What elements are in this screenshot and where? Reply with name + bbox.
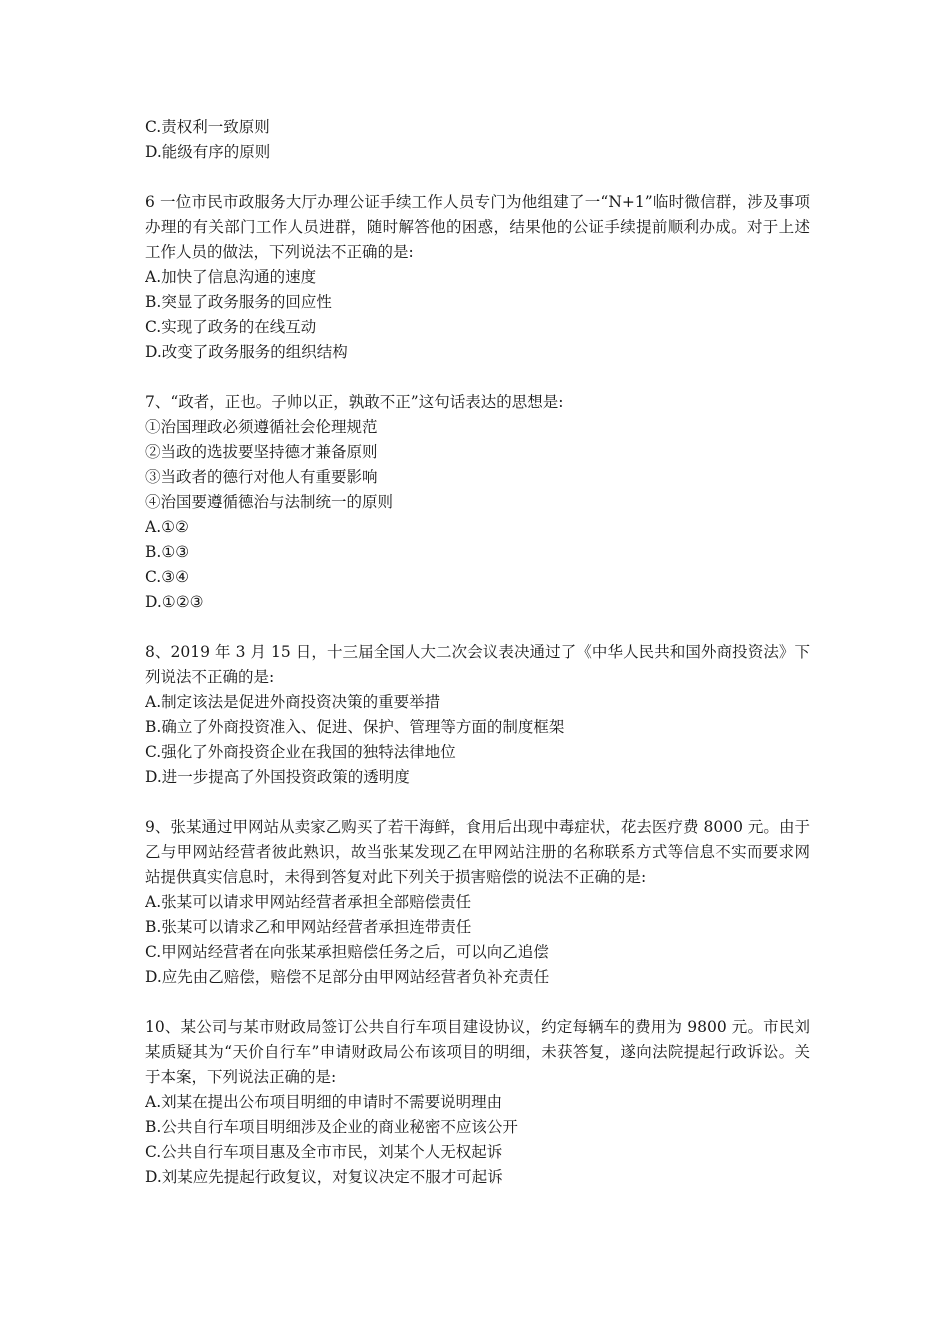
question-stem: 10、某公司与某市财政局签订公共自行车项目建设协议，约定每辆车的费用为 9800 元。市民刘某质疑其为“天价自行车”申请财政局公布该项目的明细，未获答复，遂向法院提起行政诉讼。关于本案，下列说法正确的是: xyxy=(145,1018,810,1086)
option-c: C.公共自行车项目惠及全市市民，刘某个人无权起诉 xyxy=(145,1143,503,1161)
option-d: D.改变了政务服务的组织结构 xyxy=(145,343,348,361)
option-a: A.制定该法是促进外商投资决策的重要举措 xyxy=(145,693,441,711)
question-stem: 6 一位市民市政服务大厅办理公证手续工作人员专门为他组建了一“N+1”临时微信群，涉及事项办理的有关部门工作人员进群，随时解答他的困惑，结果他的公证手续提前顺利办成。对于上述工作人员的做法，下列说法不正确的是: xyxy=(145,193,810,261)
option-c: C.强化了外商投资企业在我国的独特法律地位 xyxy=(145,743,456,761)
question-7 xyxy=(145,390,810,615)
option-a: A.刘某在提出公布项目明细的申请时不需要说明理由 xyxy=(145,1093,503,1111)
question-6 xyxy=(145,190,810,365)
document-content xyxy=(145,115,810,1190)
option-c: C.甲网站经营者在向张某承担赔偿任务之后，可以向乙追偿 xyxy=(145,943,549,961)
option-a: A.张某可以请求甲网站经营者承担全部赔偿责任 xyxy=(145,893,472,911)
option-c: C.③④ xyxy=(145,568,190,586)
question-stem: 8、2019 年 3 月 15 日，十三届全国人大二次会议表决通过了《中华人民共和国外商投资法》下列说法不正确的是: xyxy=(145,643,810,686)
option-a: A.①② xyxy=(145,518,189,536)
option-b: B.突显了政务服务的回应性 xyxy=(145,293,332,311)
statement-item: ③当政者的德行对他人有重要影响 xyxy=(145,468,378,486)
statement-item: ①治国理政必须遵循社会伦理规范 xyxy=(145,418,378,436)
option-d: D.进一步提高了外国投资政策的透明度 xyxy=(145,768,410,786)
question-10 xyxy=(145,1015,810,1190)
option-b: B.①③ xyxy=(145,543,190,561)
option-d: D.应先由乙赔偿，赔偿不足部分由甲网站经营者负补充责任 xyxy=(145,968,550,986)
option-a: A.加快了信息沟通的速度 xyxy=(145,268,317,286)
option-d: D.①②③ xyxy=(145,593,204,611)
question-stem: 7、“政者，正也。子帅以正，孰敢不正”这句话表达的思想是: xyxy=(145,393,564,411)
option-c: C.责权利一致原则 xyxy=(145,118,270,136)
question-stem: 9、张某通过甲网站从卖家乙购买了若干海鲜，食用后出现中毒症状，花去医疗费 8000 元。由于乙与甲网站经营者彼此熟识，故当张某发现乙在甲网站注册的名称联系方式等信息不实而要求网站提供真实信息时，未得到答复对此下列关于损害赔偿的说法不正确的是: xyxy=(145,818,810,886)
question-9 xyxy=(145,815,810,990)
option-c: C.实现了政务的在线互动 xyxy=(145,318,317,336)
question-8 xyxy=(145,640,810,790)
option-d: D.能级有序的原则 xyxy=(145,143,271,161)
option-b: B.张某可以请求乙和甲网站经营者承担连带责任 xyxy=(145,918,472,936)
option-b: B.确立了外商投资准入、促进、保护、管理等方面的制度框架 xyxy=(145,718,565,736)
statement-item: ④治国要遵循德治与法制统一的原则 xyxy=(145,493,394,511)
statement-item: ②当政的选拔要坚持德才兼备原则 xyxy=(145,443,378,461)
option-d: D.刘某应先提起行政复议，对复议决定不服才可起诉 xyxy=(145,1168,503,1186)
option-b: B.公共自行车项目明细涉及企业的商业秘密不应该公开 xyxy=(145,1118,518,1136)
